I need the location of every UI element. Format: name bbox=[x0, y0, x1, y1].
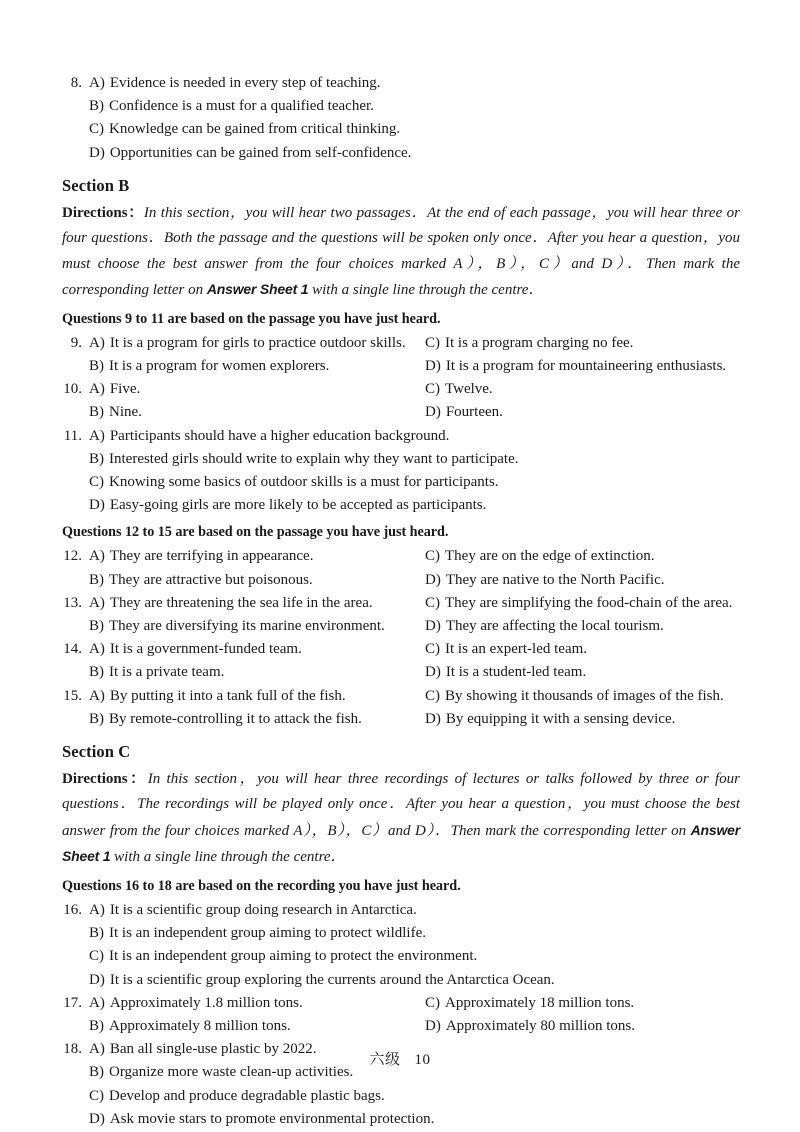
choice-option[interactable] bbox=[425, 401, 740, 424]
choice-option[interactable] bbox=[89, 142, 740, 165]
choice-text: Evidence is needed in every step of teaching. bbox=[109, 75, 381, 91]
choice-option[interactable] bbox=[89, 569, 425, 592]
choice-text: Organize more waste clean-up activities. bbox=[109, 1064, 354, 1081]
choice-label: B) bbox=[89, 664, 104, 681]
choice-option[interactable] bbox=[425, 569, 740, 592]
choice-option[interactable] bbox=[89, 1108, 740, 1131]
choice-label: D) bbox=[89, 144, 105, 161]
choice-label: C) bbox=[425, 548, 440, 565]
choice-option[interactable] bbox=[89, 471, 740, 494]
choice-label: D) bbox=[425, 710, 441, 727]
directions-text-part2: with a single line through the centre． bbox=[110, 849, 346, 866]
question-row bbox=[62, 118, 740, 141]
choice-text: Confidence is a must for a qualified teacher. bbox=[109, 98, 374, 115]
choice-label: A) bbox=[89, 75, 105, 91]
question-row bbox=[62, 1085, 740, 1108]
choice-option[interactable] bbox=[89, 355, 425, 378]
choice-option[interactable] bbox=[89, 615, 425, 638]
choice-option[interactable] bbox=[89, 118, 740, 141]
choice-label: A) bbox=[89, 381, 105, 398]
question-row bbox=[62, 708, 740, 731]
question-number: 10. bbox=[63, 381, 82, 398]
question-row bbox=[62, 448, 740, 471]
choice-option[interactable] bbox=[425, 638, 740, 661]
choice-label: C) bbox=[89, 121, 104, 138]
choice-label: D) bbox=[425, 571, 441, 588]
questions-heading-12-15: Questions 12 to 15 are based on the passage you have just heard. bbox=[62, 524, 449, 541]
directions-label: Directions： bbox=[62, 770, 148, 787]
choice-text: It is a program for women explorers. bbox=[109, 357, 330, 374]
choice-label: D) bbox=[425, 664, 441, 681]
section-heading-c: Section C bbox=[62, 741, 131, 761]
choice-label: A) bbox=[89, 548, 105, 565]
choice-text: By showing it thousands of images of the fish. bbox=[445, 687, 724, 704]
question-number: 8. bbox=[70, 75, 82, 91]
directions-text-part1: In this section，you will hear three recordings of lectures or talks followed by three or four questions．The recordings will be played only once．After you hear a question，you must choose the best answer from the four choices marked A），B），C）and D）．Then mark the corresponding letter on bbox=[62, 770, 741, 839]
choice-option[interactable] bbox=[425, 545, 740, 568]
question-row bbox=[62, 1015, 740, 1038]
question-number: 13. bbox=[63, 594, 82, 611]
page-content bbox=[62, 72, 740, 1131]
answer-sheet-reference: Answer Sheet 1 bbox=[62, 821, 740, 865]
choice-text: By putting it into a tank full of the fish. bbox=[109, 687, 346, 704]
choice-option[interactable] bbox=[425, 685, 740, 708]
choice-label: A) bbox=[89, 641, 105, 658]
choice-label: C) bbox=[425, 334, 440, 351]
choice-text: Easy-going girls are more likely to be accepted as participants. bbox=[109, 497, 487, 514]
choice-option[interactable] bbox=[89, 72, 740, 95]
directions-text-part2: with a single line through the centre． bbox=[308, 282, 544, 299]
choice-option[interactable] bbox=[89, 545, 425, 568]
choice-label: D) bbox=[425, 1017, 441, 1034]
choice-text: It is an independent group aiming to protect wildlife. bbox=[109, 925, 427, 942]
question-row bbox=[62, 661, 740, 684]
choice-option[interactable] bbox=[425, 708, 740, 731]
choice-text: It is a program for mountaineering enthusiasts. bbox=[445, 357, 727, 374]
footer-page-number: 10 bbox=[414, 1052, 431, 1068]
question-row bbox=[62, 95, 740, 118]
question-row bbox=[62, 922, 740, 945]
answer-sheet-reference: Answer Sheet 1 bbox=[206, 281, 309, 298]
choice-option[interactable] bbox=[89, 494, 740, 517]
choice-option[interactable] bbox=[89, 401, 425, 424]
choice-text: It is a program charging no fee. bbox=[445, 334, 634, 351]
choice-option[interactable] bbox=[89, 425, 740, 448]
question-row bbox=[62, 685, 740, 708]
question-number: 15. bbox=[63, 687, 82, 704]
choice-option[interactable] bbox=[89, 1015, 425, 1038]
choice-text: Approximately 1.8 million tons. bbox=[109, 994, 303, 1011]
choice-text: Ban all single-use plastic by 2022. bbox=[109, 1041, 317, 1058]
choice-text: They are attractive but poisonous. bbox=[109, 571, 313, 588]
choice-label: D) bbox=[425, 617, 441, 634]
choice-text: They are threatening the sea life in the area. bbox=[109, 594, 373, 611]
choice-option[interactable] bbox=[89, 945, 740, 968]
choice-label: A) bbox=[89, 994, 105, 1011]
choice-option[interactable] bbox=[89, 1085, 740, 1108]
choice-option[interactable] bbox=[89, 922, 740, 945]
choice-option[interactable] bbox=[89, 378, 425, 401]
question-row bbox=[62, 1108, 740, 1131]
choice-label: B) bbox=[89, 617, 104, 634]
choice-option[interactable] bbox=[425, 378, 740, 401]
choice-label: C) bbox=[425, 641, 440, 658]
choice-option[interactable] bbox=[425, 355, 740, 378]
choice-text: Ask movie stars to promote environmental protection. bbox=[109, 1110, 435, 1127]
choice-label: C) bbox=[425, 687, 440, 704]
question-row bbox=[62, 899, 740, 922]
question-row bbox=[62, 425, 740, 448]
choice-option[interactable] bbox=[89, 992, 425, 1015]
choice-option[interactable] bbox=[89, 685, 425, 708]
choice-label: A) bbox=[89, 594, 105, 611]
question-number: 12. bbox=[63, 548, 82, 565]
choice-label: A) bbox=[89, 901, 105, 918]
choice-text: Knowledge can be gained from critical thinking. bbox=[109, 121, 401, 138]
choice-option[interactable] bbox=[425, 332, 740, 355]
question-row bbox=[62, 615, 740, 638]
choice-text: It is a private team. bbox=[109, 664, 225, 681]
question-row bbox=[62, 142, 740, 165]
choice-label: A) bbox=[89, 687, 105, 704]
choice-label: D) bbox=[89, 497, 105, 514]
choice-text: Interested girls should write to explain why they want to participate. bbox=[109, 450, 519, 467]
choice-text: They are terrifying in appearance. bbox=[109, 548, 314, 565]
choice-option[interactable] bbox=[89, 708, 425, 731]
choice-option[interactable] bbox=[425, 1015, 740, 1038]
choice-label: D) bbox=[425, 357, 441, 374]
choice-text: Five. bbox=[109, 381, 141, 398]
question-number: 14. bbox=[63, 641, 82, 658]
choice-text: Develop and produce degradable plastic bags. bbox=[109, 1087, 385, 1104]
question-number: 11. bbox=[63, 427, 82, 444]
directions-text-part1: In this section，you will hear two passages．At the end of each passage，you will hear three or four questions．Both the passage and the questions will be spoken only once．After you hear a question，you must choose the best answer from the four choices marked A），B），C）and D）．Then mark the corresponding letter on bbox=[62, 204, 740, 299]
choice-text: They are on the edge of extinction. bbox=[445, 548, 655, 565]
choice-text: It is a program for girls to practice outdoor skills. bbox=[109, 334, 406, 351]
choice-option[interactable] bbox=[89, 592, 425, 615]
question-row bbox=[62, 638, 740, 661]
choice-text: They are diversifying its marine environment. bbox=[109, 617, 385, 634]
question-block-8 bbox=[62, 72, 740, 165]
choice-text: Opportunities can be gained from self-confidence. bbox=[109, 144, 412, 161]
directions-label: Directions： bbox=[62, 204, 144, 221]
choice-text: Nine. bbox=[109, 404, 142, 421]
questions-heading-9-11: Questions 9 to 11 are based on the passage you have just heard. bbox=[62, 310, 441, 327]
choice-text: They are native to the North Pacific. bbox=[445, 571, 665, 588]
choice-label: B) bbox=[89, 1017, 104, 1034]
choice-label: A) bbox=[89, 1041, 105, 1058]
choice-label: D) bbox=[89, 971, 105, 988]
choice-option[interactable] bbox=[89, 95, 740, 118]
choice-option[interactable] bbox=[89, 448, 740, 471]
choice-label: D) bbox=[89, 1110, 105, 1127]
choice-option[interactable] bbox=[425, 615, 740, 638]
question-row bbox=[62, 592, 740, 615]
choice-text: Fourteen. bbox=[445, 404, 503, 421]
question-row bbox=[62, 494, 740, 517]
choice-option[interactable] bbox=[89, 969, 740, 992]
page-footer bbox=[0, 1048, 800, 1069]
question-row bbox=[62, 969, 740, 992]
choice-text: Participants should have a higher education background. bbox=[109, 427, 450, 444]
section-heading-b: Section B bbox=[62, 175, 130, 195]
choice-label: B) bbox=[89, 710, 104, 727]
choice-option[interactable] bbox=[89, 899, 740, 922]
question-row bbox=[62, 569, 740, 592]
choice-label: C) bbox=[89, 1087, 104, 1104]
choice-label: C) bbox=[89, 948, 104, 965]
questions-12-15 bbox=[62, 545, 740, 731]
choice-option[interactable] bbox=[425, 592, 740, 615]
choice-text: It is a student-led team. bbox=[445, 664, 587, 681]
choice-label: B) bbox=[89, 571, 104, 588]
choice-text: Approximately 8 million tons. bbox=[109, 1017, 291, 1034]
choice-text: They are simplifying the food-chain of the area. bbox=[445, 594, 733, 611]
choice-text: Twelve. bbox=[445, 381, 493, 398]
choice-text: By equipping it with a sensing device. bbox=[445, 710, 676, 727]
choice-text: It is an expert-led team. bbox=[445, 641, 588, 658]
question-row bbox=[62, 332, 740, 355]
choice-text: It is a government-funded team. bbox=[109, 641, 302, 658]
choice-label: B) bbox=[89, 357, 104, 374]
choice-text: It is an independent group aiming to protect the environment. bbox=[109, 948, 478, 965]
choice-label: A) bbox=[89, 334, 105, 351]
choice-text: Approximately 80 million tons. bbox=[445, 1017, 635, 1034]
question-row bbox=[62, 72, 740, 95]
question-row bbox=[62, 378, 740, 401]
choice-label: C) bbox=[89, 473, 104, 490]
choice-text: They are affecting the local tourism. bbox=[445, 617, 664, 634]
questions-heading-16-18: Questions 16 to 18 are based on the recording you have just heard. bbox=[62, 877, 461, 894]
choice-label: B) bbox=[89, 98, 104, 115]
choice-label: B) bbox=[89, 450, 104, 467]
question-row bbox=[62, 401, 740, 424]
choice-option[interactable] bbox=[425, 992, 740, 1015]
question-row bbox=[62, 992, 740, 1015]
question-number: 17. bbox=[63, 994, 82, 1011]
choice-text: Knowing some basics of outdoor skills is a must for participants. bbox=[109, 473, 499, 490]
choice-label: C) bbox=[425, 594, 440, 611]
question-number: 18. bbox=[63, 1041, 82, 1058]
question-number: 9. bbox=[70, 334, 82, 351]
choice-label: B) bbox=[89, 404, 104, 421]
question-number: 16. bbox=[63, 901, 82, 918]
choice-label: A) bbox=[89, 427, 105, 444]
choice-label: D) bbox=[425, 404, 441, 421]
choice-option[interactable] bbox=[89, 332, 425, 355]
choice-option[interactable] bbox=[425, 661, 740, 684]
choice-label: C) bbox=[425, 381, 440, 398]
choice-text: Approximately 18 million tons. bbox=[445, 994, 635, 1011]
question-row bbox=[62, 945, 740, 968]
directions-section-b bbox=[62, 201, 740, 304]
choice-text: By remote-controlling it to attack the fish. bbox=[109, 710, 362, 727]
questions-16-18 bbox=[62, 899, 740, 1131]
footer-level-label: 六级 bbox=[369, 1052, 401, 1068]
choice-text: It is a scientific group exploring the currents around the Antarctica Ocean. bbox=[109, 971, 555, 988]
question-row bbox=[62, 471, 740, 494]
choice-option[interactable] bbox=[89, 661, 425, 684]
question-row bbox=[62, 355, 740, 378]
question-row bbox=[62, 545, 740, 568]
choice-label: B) bbox=[89, 1064, 104, 1081]
choice-text: It is a scientific group doing research in Antarctica. bbox=[109, 901, 417, 918]
choice-label: C) bbox=[425, 994, 440, 1011]
choice-label: B) bbox=[89, 925, 104, 942]
questions-9-11 bbox=[62, 332, 740, 518]
directions-section-c bbox=[62, 767, 740, 871]
choice-option[interactable] bbox=[89, 638, 425, 661]
